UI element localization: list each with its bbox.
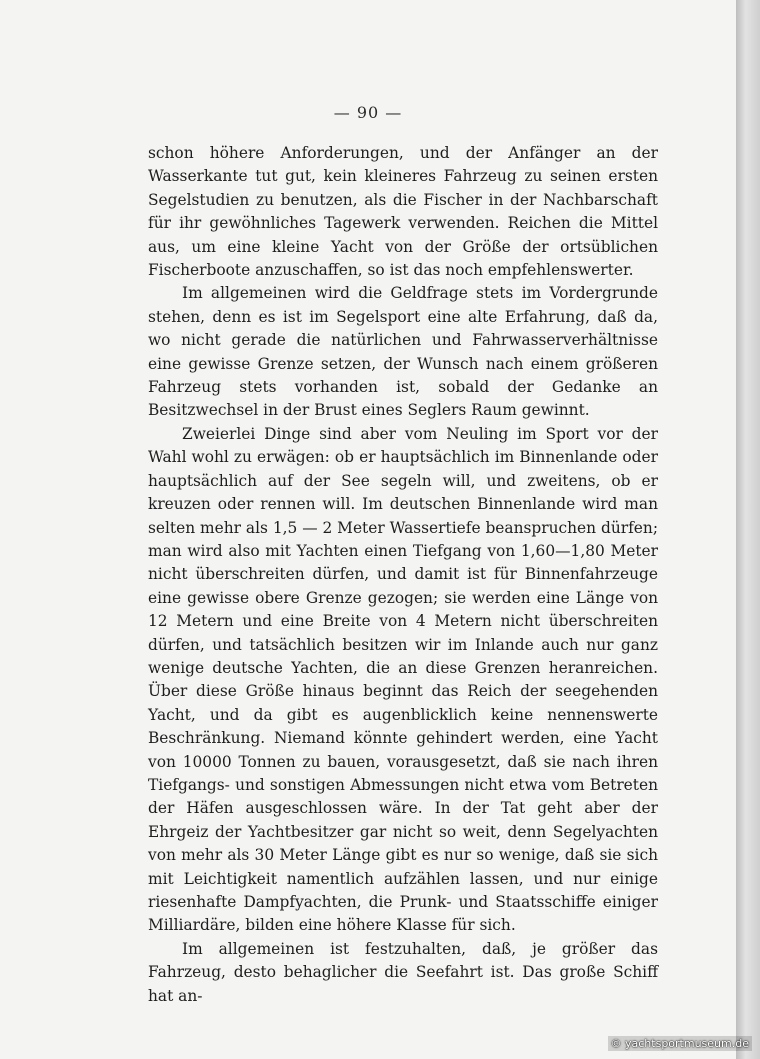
paragraph-continuation: schon höhere Anforderungen, und der Anfänger an der Wasserkante tut gut, kein kleineres Fahrzeug zu seinen ersten Segelstudien zu benutzen, als die Fischer in der Nachbarschaft für ihr gewöhnliches Tagewerk verwenden. Reichen die Mittel aus, um eine kleine Yacht von der Größe der ortsüblichen Fischerboote anzuschaffen, so ist das noch empfehlenswerter. (148, 144, 658, 280)
paragraph-festzuhalten: Im allgemeinen ist festzuhalten, daß, je größer das Fahrzeug, desto behaglicher die Seefahrt ist. Das große Schiff hat an- (148, 939, 658, 1005)
copyright-watermark: © yachtsportmuseum.de (608, 1036, 752, 1051)
paragraph-zweierlei-dinge: Zweierlei Dinge sind aber vom Neuling im Sport vor der Wahl wohl zu erwägen: ob er hauptsächlich im Binnenlande oder hauptsächlich auf der See segeln will, und zweitens, ob er kreuzen oder rennen will. Im deutschen Binnenlande wird man selten mehr als 1,5 — 2 Meter Wassertiefe beanspruchen dürfen; man wird also mit Yachten einen Tiefgang von 1,60—1,80 Meter nicht überschreiten dürfen, und damit ist für Binnenfahrzeuge eine gewisse obere Grenze gezogen; sie werden eine Länge von 12 Metern und eine Breite von 4 Metern nicht überschreiten dürfen, und tatsächlich besitzen wir im Inlande auch nur ganz wenige deutsche Yachten, die an diese Grenzen heranreichen. Über diese Größe hinaus beginnt das Reich der seegehenden Yacht, und da gibt es augenblicklich keine nennenswerte Beschränkung. Niemand könnte gehindert werden, eine Yacht von 10000 Tonnen zu bauen, vorausgesetzt, daß sie nach ihren Tiefgangs- und sonstigen Abmessungen nicht etwa vom Betreten der Häfen ausgeschlossen wäre. In der Tat geht aber der Ehrgeiz der Yachtbesitzer gar nicht so weit, denn Segelyachten von mehr als 30 Meter Länge gibt es nur so wenige, daß sie sich mit Leichtigkeit namentlich aufzählen lassen, und nur einige riesenhafte Dampfyachten, die Prunk- und Staatsschiffe einiger Milliardäre, bilden eine höhere Klasse für sich. (148, 424, 658, 935)
paragraph-geldfrage: Im allgemeinen wird die Geldfrage stets im Vordergrunde stehen, denn es ist im Segelsport eine alte Erfahrung, daß da, wo nicht gerade die natürlichen und Fahrwasserverhältnisse eine gewisse Grenze setzen, der Wunsch nach einem größeren Fahrzeug stets vorhanden ist, sobald der Gedanke an Besitzwechsel in der Brust eines Seglers Raum gewinnt. (148, 284, 658, 420)
body-text (148, 142, 658, 1008)
page-edge (736, 0, 760, 1059)
page-number: — 90 — (333, 103, 403, 122)
